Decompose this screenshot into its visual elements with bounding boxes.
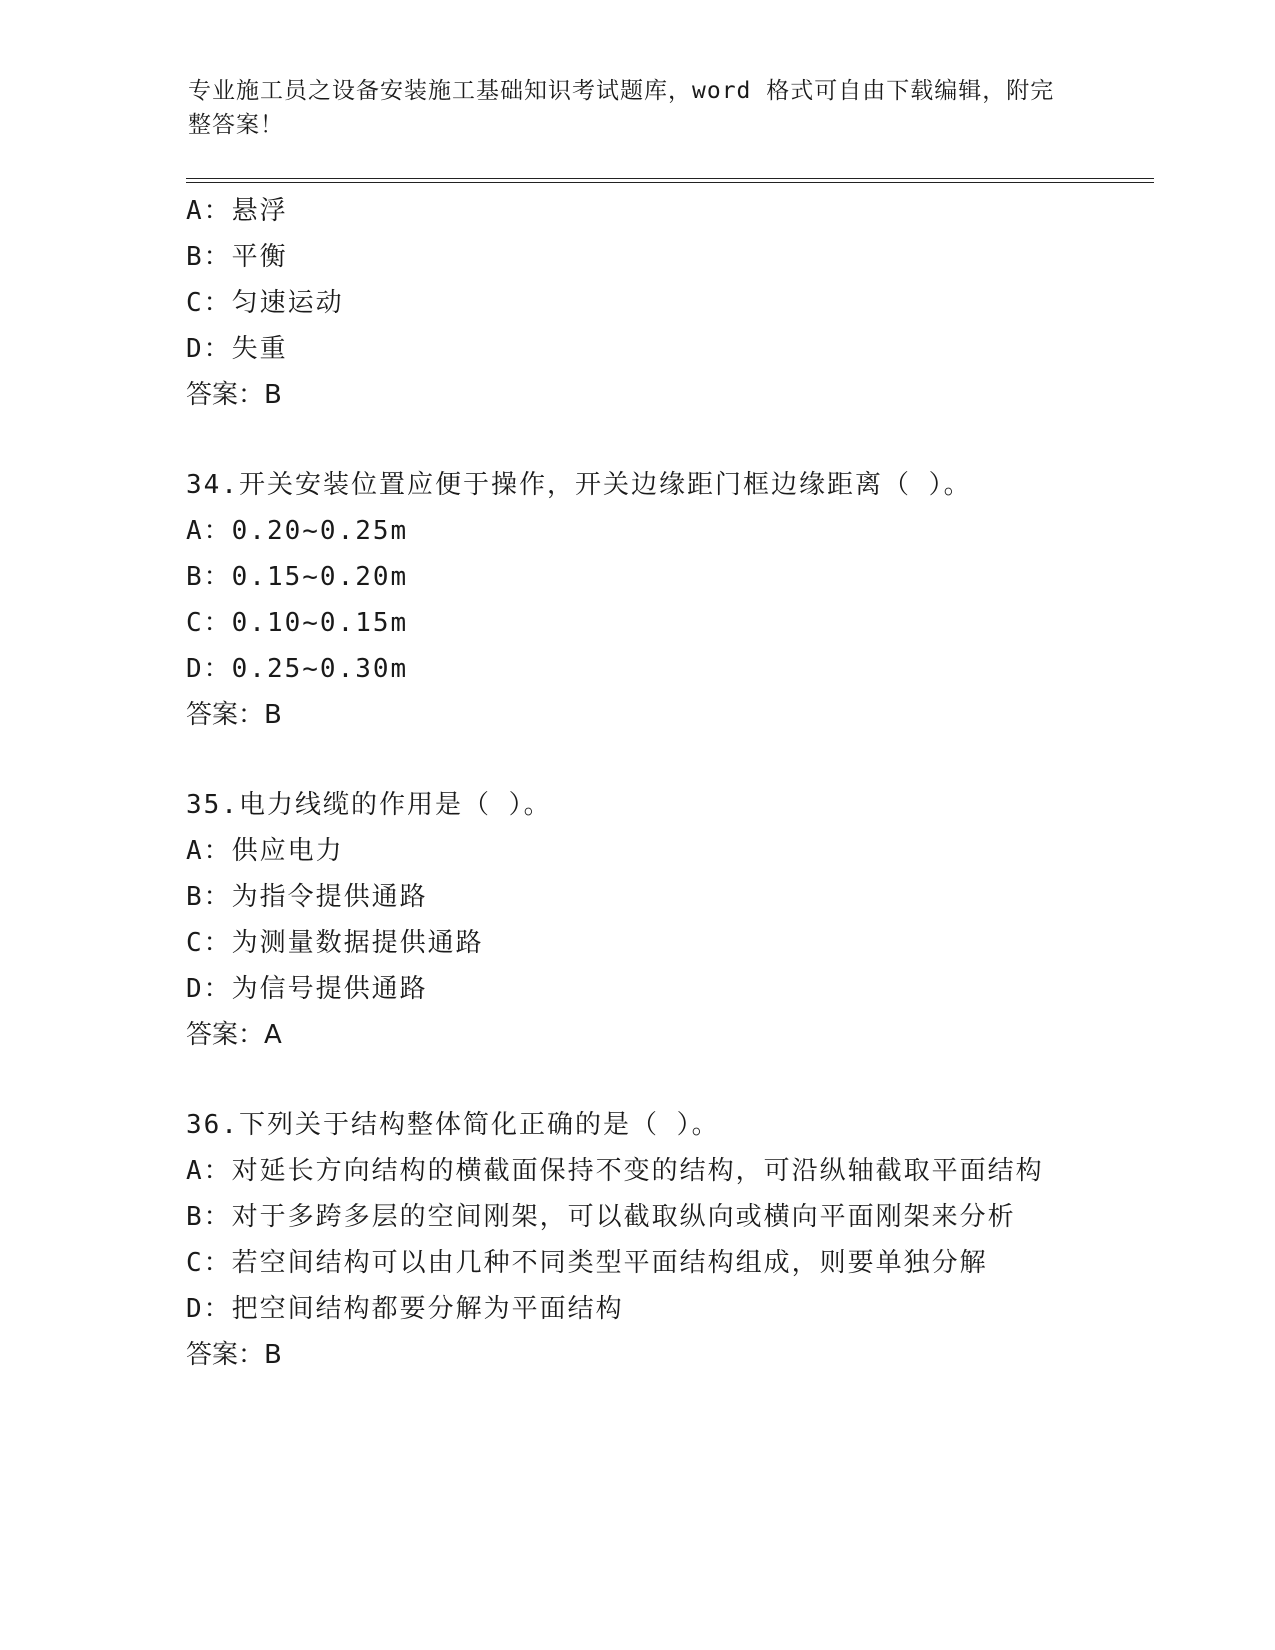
question-stem: 35.电力线缆的作用是（ ）。: [186, 790, 552, 820]
option-a: A：悬浮: [186, 196, 288, 226]
questions-content: [186, 188, 1146, 1378]
option-a: A：供应电力: [186, 836, 344, 866]
question-33: [186, 188, 1146, 418]
option-d: D：为信号提供通路: [186, 974, 428, 1004]
header-line-2: 整答案！: [188, 112, 284, 138]
answer-line: 答案：B: [186, 1340, 282, 1370]
option-b: B：平衡: [186, 242, 288, 272]
option-b: B：0.15~0.20m: [186, 562, 409, 592]
option-b: B：对于多跨多层的空间刚架，可以截取纵向或横向平面刚架来分析: [186, 1202, 1016, 1232]
question-stem: 36.下列关于结构整体简化正确的是（ ）。: [186, 1110, 720, 1140]
option-c: C：匀速运动: [186, 288, 344, 318]
option-b: B：为指令提供通路: [186, 882, 428, 912]
answer-line: 答案：A: [186, 1020, 282, 1050]
answer-line: 答案：B: [186, 700, 282, 730]
question-stem: 34.开关安装位置应便于操作，开关边缘距门框边缘距离（ ）。: [186, 470, 972, 500]
question-35: [186, 782, 1146, 1058]
option-d: D：把空间结构都要分解为平面结构: [186, 1294, 624, 1324]
header-divider-top: [186, 178, 1154, 179]
question-34: [186, 462, 1146, 738]
answer-line: 答案：B: [186, 380, 282, 410]
option-c: C：0.10~0.15m: [186, 608, 409, 638]
option-a: A：对延长方向结构的横截面保持不变的结构，可沿纵轴截取平面结构: [186, 1156, 1044, 1186]
document-header: [188, 74, 1068, 142]
option-c: C：为测量数据提供通路: [186, 928, 484, 958]
question-36: [186, 1102, 1146, 1378]
option-c: C：若空间结构可以由几种不同类型平面结构组成，则要单独分解: [186, 1248, 988, 1278]
option-d: D：失重: [186, 334, 288, 364]
option-a: A：0.20~0.25m: [186, 516, 409, 546]
header-line-1: 专业施工员之设备安装施工基础知识考试题库，word 格式可自由下载编辑，附完: [188, 78, 1055, 104]
option-d: D：0.25~0.30m: [186, 654, 409, 684]
header-divider-bottom: [186, 182, 1154, 183]
